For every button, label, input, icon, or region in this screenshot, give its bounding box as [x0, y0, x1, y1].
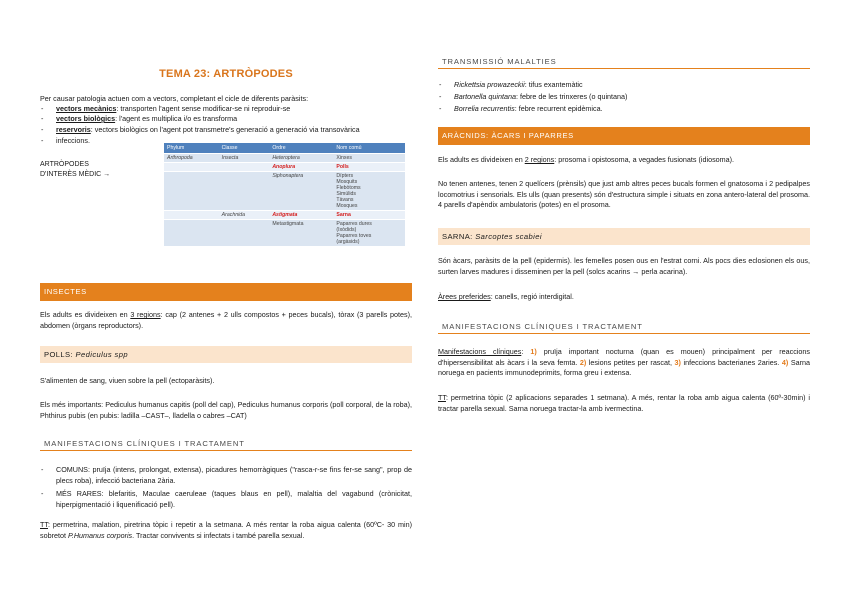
vector-item-4	[40, 136, 156, 147]
malaltia-species-3: Borrelia recurrentis	[454, 104, 515, 113]
manif-t3: infeccions bacterianes 2aries.	[680, 357, 782, 367]
malaltia-item-2	[438, 92, 810, 103]
malaltia-species-2: Bartonella quintana	[454, 92, 516, 101]
vector-item-2	[40, 114, 412, 125]
cell-nom: Polls	[333, 163, 405, 172]
cell-ordre: Metastigmata	[269, 220, 333, 247]
cell-nom: Paparres dures (Ixòdids) Paparres toves (argàsids)	[333, 220, 405, 247]
cell-phylum	[164, 220, 219, 247]
manif-num-1: 1)	[530, 347, 537, 356]
side-label-line-1: ARTRÒPODES	[40, 161, 89, 168]
phylum-table	[164, 143, 405, 246]
manif-t4: Sarna noruega en pacients immunodeprimits, forma greu i extensa.	[438, 357, 810, 377]
table-row	[164, 163, 405, 172]
th-nom: Nom comú	[333, 143, 405, 154]
side-label-line-2: D'INTERÈS MÈDIC →	[40, 171, 111, 178]
vector-text-2: : l'agent es multiplica i/o es transforma	[115, 114, 238, 123]
aracnids-term: 2 regions	[524, 155, 555, 164]
insectes-text	[40, 310, 412, 331]
aracnids-post: : prosoma i opistosoma, a vegades fusionats (idiosoma).	[554, 155, 735, 164]
th-phylum: Phylum	[164, 143, 219, 154]
cell-classe: Arachnida	[219, 211, 270, 220]
manif-term-1: COMUNS:	[56, 465, 90, 474]
arees-text	[438, 292, 810, 303]
manif-num-3: 3)	[674, 357, 681, 367]
th-classe: Classe	[219, 143, 270, 154]
cell-ordre: Heteroptera	[269, 154, 333, 163]
cell-ordre: Anoplura	[269, 163, 333, 172]
cell-nom: Xinxes	[333, 154, 405, 163]
polls-header-species: Pediculus spp	[75, 350, 128, 359]
manif-item-1	[40, 465, 412, 486]
manif-t2: lesions petites per rascat,	[586, 357, 675, 367]
malaltia-species-1: Rickettsia prowazeckii	[454, 80, 525, 89]
manif-colon: :	[521, 347, 531, 356]
insectes-post: : cap (2 antenes + 2 ulls compostos + peces bucals), tòrax (3 parells potes), abdomen (òrgans reproductors).	[40, 310, 412, 330]
tt-text-left	[40, 520, 412, 541]
vector-text-3: : vectors biològics on l'agent pot transmetre's generació a generació via transovàrica	[90, 125, 360, 134]
polls-text-2: Els més importants: Pediculus humanus capitis (poll del cap), Pediculus humanus corporis (poll corporal, de la roba), Phthirus pubis (en pubis: ladilla –CAST–, lladella o cabres –CAT)	[40, 400, 412, 420]
polls-text-1: S'alimenten de sang, viuen sobre la pell (ectoparàsits).	[40, 376, 215, 385]
arees-term: Àrees preferides	[438, 292, 491, 301]
manif-term-right: Manifestacions clíniques	[438, 347, 522, 356]
manifestacions-header-left: MANIFESTACIONS CLÍNIQUES I TRACTAMENT	[40, 437, 412, 451]
aracnids-text-2: No tenen antenes, tenen 2 quelícers (prènsils) que just amb altres peces bucals formen el gnatosoma i 2 pedipalpes locomotrius i sensorials. Els ulls (quan presents) són d'estructura simple i situats en zona antero-lateral del prosoma. 4 parells d'apèndix ambulatoris (potes) en el prosoma.	[438, 179, 810, 209]
cell-phylum	[164, 163, 219, 172]
malaltia-item-1	[438, 80, 810, 91]
artropodes-label	[40, 160, 110, 180]
insectes-term: 3 regions	[130, 310, 161, 319]
tt-pre-left: : permetrina, malation, piretrina tòpic i repetir a la setmana. A més rentar la roba aigua calenta (60ºC- 30 min) sobretot	[40, 520, 412, 540]
table-row	[164, 172, 405, 211]
cell-ordre: Astigmata	[269, 211, 333, 220]
vector-item-3	[40, 125, 412, 136]
tt-post-left: . Tractar convivents si infectats i també parella sexual.	[132, 530, 305, 540]
manif-item-2	[40, 489, 412, 510]
cell-ordre: Siphonaptera	[269, 172, 333, 211]
table-header-row	[164, 143, 405, 154]
table-row	[164, 154, 405, 163]
intro-text: Per causar patologia actuen com a vectors, completant el cicle de diferents paràsits:	[40, 94, 309, 103]
cell-classe	[219, 172, 270, 211]
tt-term-right: TT	[438, 393, 446, 402]
sarna-text-1: Són àcars, paràsits de la pell (epidermis). les femelles posen ous en l'estrat corni. Als pocs dies eclosionen els ous, surten larves madures i disseminen per la pell (solcs acarins → perla acarina).	[438, 256, 810, 276]
vector-text-1: : transporten l'agent sense modificar-se ni reproduir-se	[116, 104, 291, 113]
insectes-pre: Els adults es divideixen en	[40, 310, 131, 319]
transmissio-header: TRANSMISSIÓ MALALTIES	[438, 55, 810, 69]
arees-value: : canells, regió interdigital.	[490, 292, 574, 301]
vector-term-3: reservoris	[56, 125, 91, 134]
cell-classe	[219, 163, 270, 172]
manif-text-2: blefaritis, Maculae caeruleae (taques blaus en pell), malaltia del vagabund (crònicitat, hiperpigmentació i liquenificació pell).	[56, 489, 412, 509]
sarna-header	[438, 228, 810, 245]
insectes-header: INSECTES	[40, 283, 412, 301]
page-title: TEMA 23: ARTRÒPODES	[159, 68, 293, 80]
cell-nom: Sarna	[333, 211, 405, 220]
cell-classe: Insecta	[219, 154, 270, 163]
malaltia-item-3	[438, 104, 810, 115]
table-row	[164, 211, 405, 220]
vector-item-1	[40, 104, 412, 115]
cell-nom: Dípters Mosquits Flebòtoms Simúlids Tàvans Mosques	[333, 172, 405, 211]
malaltia-text-1: : tifus exantemàtic	[524, 80, 583, 89]
aracnids-text-1	[438, 155, 810, 166]
table-row	[164, 220, 405, 247]
manif-text-right	[438, 347, 810, 379]
th-ordre: Ordre	[269, 143, 333, 154]
manif-num-2: 2)	[579, 357, 587, 367]
aracnids-pre: Els adults es divideixen en	[438, 155, 525, 164]
sarna-header-species: Sarcoptes scabiei	[475, 232, 542, 241]
cell-phylum	[164, 211, 219, 220]
vector-term-2: vectors biològics	[56, 114, 116, 123]
manif-t1: pruïja important nocturna (quan es mouen) principalment per reaccions d'hipersensibilitat als àcars i la seva femta.	[438, 347, 811, 367]
sarna-header-pre: SARNA:	[442, 232, 476, 241]
malaltia-text-2: : febre de les trinxeres (o quintana)	[515, 92, 628, 101]
malaltia-text-3: : febre recurrent epidèmica.	[514, 104, 603, 113]
vector-text-4: infeccions.	[56, 136, 90, 145]
aracnids-header: ARÀCNIDS: ÀCARS I PAPARRES	[438, 127, 810, 145]
polls-header	[40, 346, 412, 363]
manif-text-1: pruïja (intens, prolongat, extensa), picadures hemorràgiques ("rasca-r-se fins fer-se sang", prop de plecs roba), infecció bacteriana 2ària.	[56, 465, 412, 485]
tt-term-left: TT	[40, 520, 48, 529]
tt-value-right: : permetrina tòpic (2 aplicacions separades 1 setmana). A més, rentar la roba amb aigua calenta (60º-30min) i tractar parella sexual. Sarna noruega tractar-la amb ivermectina.	[438, 393, 810, 413]
tt-text-right	[438, 393, 810, 414]
vector-term-1: vectors mecànics	[56, 104, 117, 113]
cell-phylum	[164, 172, 219, 211]
tt-species-left: P.Humanus corporis	[67, 530, 133, 540]
cell-phylum: Arthropoda	[164, 154, 219, 163]
manif-term-2: MÉS RARES:	[56, 489, 104, 498]
cell-classe	[219, 220, 270, 247]
manifestacions-header-right: MANIFESTACIONS CLÍNIQUES I TRACTAMENT	[438, 320, 810, 334]
manif-num-4: 4)	[781, 357, 789, 367]
polls-header-pre: POLLS:	[44, 350, 76, 359]
